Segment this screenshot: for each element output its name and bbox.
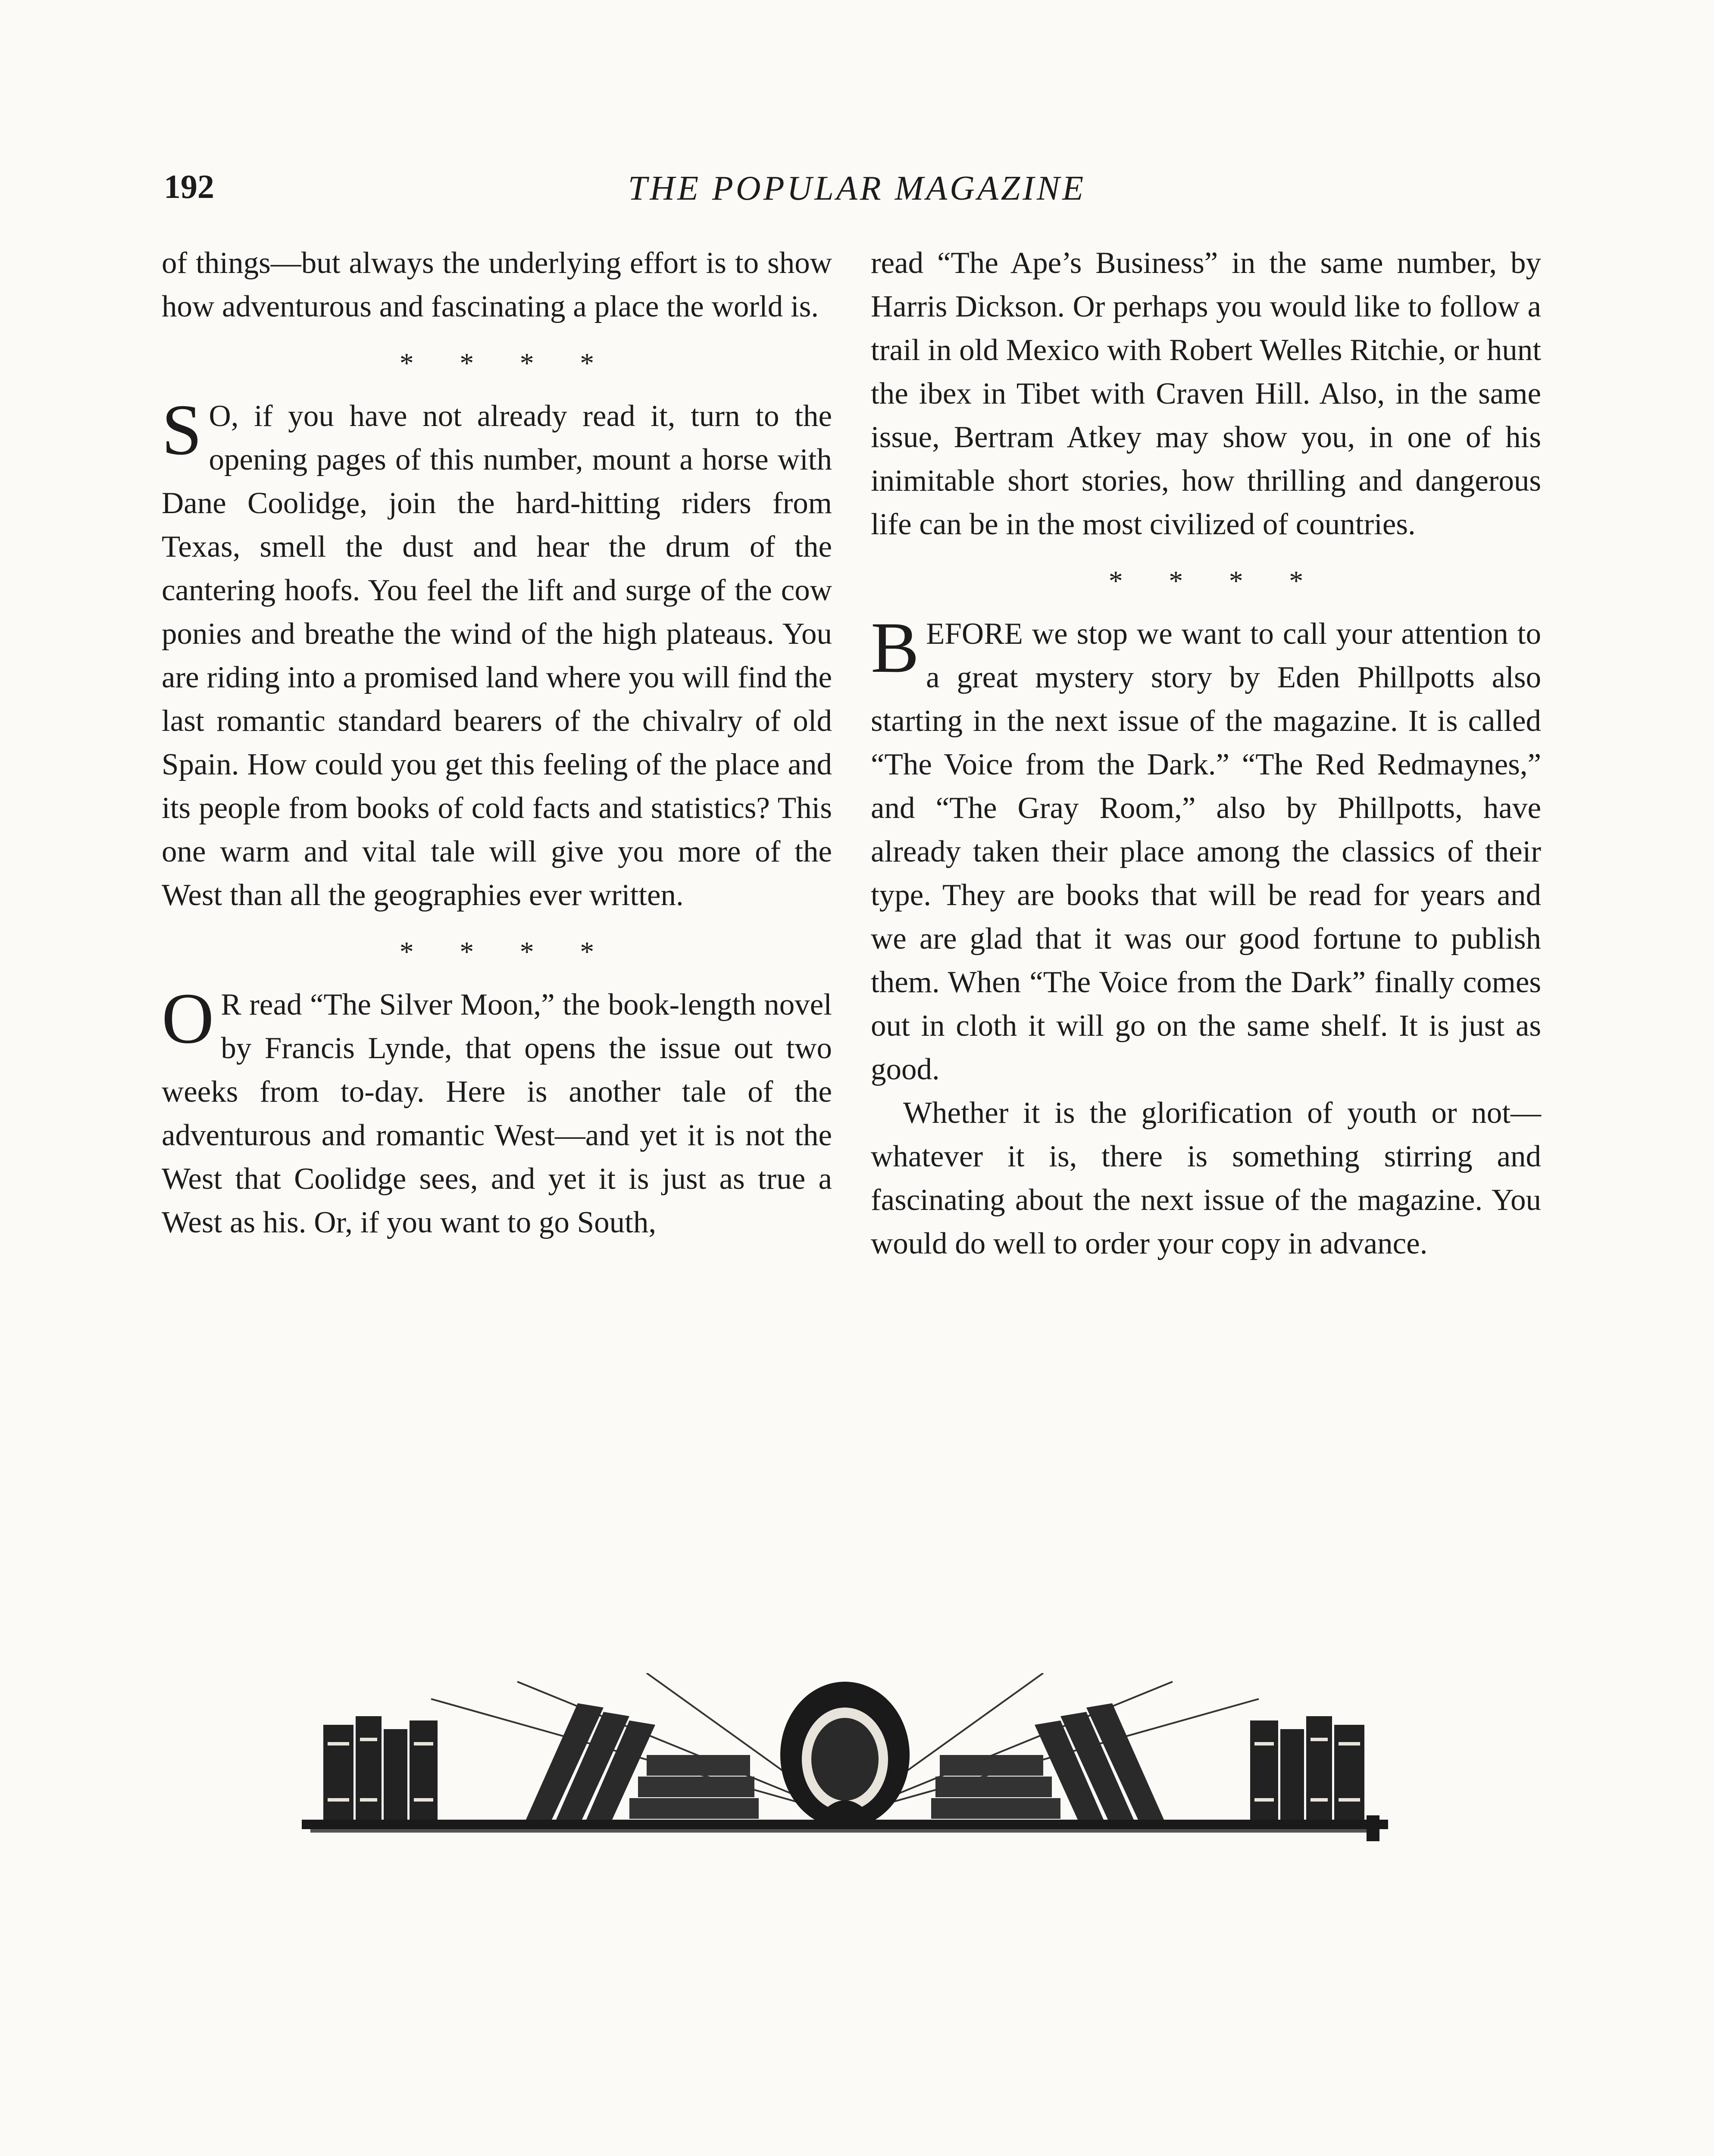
paragraph: Whether it is the glorification of youth or not—whatever it is, there is something stirring and fascinating about the next issue of the magazine. You would do well to order your copy in advance.	[871, 1096, 1541, 1260]
paragraph: read “The Ape’s Business” in the same number, by Harris Dickson. Or perhaps you would like to follow a trail in old Mexico with Robert Welles Ritchie, or hunt the ibex in Tibet with Craven Hill. Also, in the same issue, Bertram Atkey may show you, in one of his inimitable short stories, how thrilling and dangerous life can be in the most civilized of countries.	[871, 246, 1541, 541]
paragraph	[162, 978, 832, 1244]
bookshelf-ornament	[302, 1673, 1388, 1858]
paragraph-text: read “The Silver Moon,” the book-length novel by Francis Lynde, that opens the issue out two weeks from to-day. Here is another tale of the adventurous and romantic West—and yet it is not the West that Coolidge sees, and yet it is just as true a West as his. Or, if you want to go South,	[162, 988, 832, 1239]
running-head: THE POPULAR MAGAZINE	[628, 169, 1086, 207]
drop-cap: B	[871, 608, 920, 688]
drop-cap: S	[162, 390, 202, 470]
paragraph-text: if you have not already read it, turn to the opening pages of this number, mount a horse with Dane Coolidge, join the hard-hitting riders from Texas, smell the dust and hear the drum of the cantering hoofs. You feel the lift and surge of the cow ponies and breathe the wind of the high plateaus. You are riding into a promised land where you will find the last romantic standard bearers of the chivalry of old Spain. How could you get this feeling of the place and its people from books of cold facts and statistics? This one warm and vital tale will give you more of the West than all the geographies ever written.	[162, 399, 832, 912]
lead-word: O,	[209, 399, 239, 433]
paragraph	[871, 608, 1541, 1091]
section-separator: * * * *	[1108, 565, 1304, 597]
section-separator: * * * *	[399, 936, 594, 968]
drop-cap: O	[162, 978, 214, 1059]
right-column	[871, 241, 1541, 1266]
paragraph	[162, 390, 832, 917]
page-number: 192	[164, 168, 214, 205]
lead-word: EFORE	[926, 617, 1023, 651]
paragraph-text: we stop we want to call your attention to a great mystery story by Eden Phillpotts also starting in the next issue of the magazine. It is called “The Voice from the Dark.” “The Red Redmaynes,” and “The Gray Room,” also by Phillpotts, have already taken their place among the classics of their type. They are books that will be read for years and we are glad that it was our good fortune to publish them. When “The Voice from the Dark” finally comes out in cloth it will go on the same shelf. It is just as good.	[871, 617, 1541, 1086]
lead-word: R	[221, 988, 241, 1022]
section-separator: * * * *	[399, 348, 594, 379]
paragraph: of things—but always the underlying effort is to show how adventurous and fascinating a place the world is.	[162, 246, 832, 323]
left-column	[162, 241, 832, 1244]
